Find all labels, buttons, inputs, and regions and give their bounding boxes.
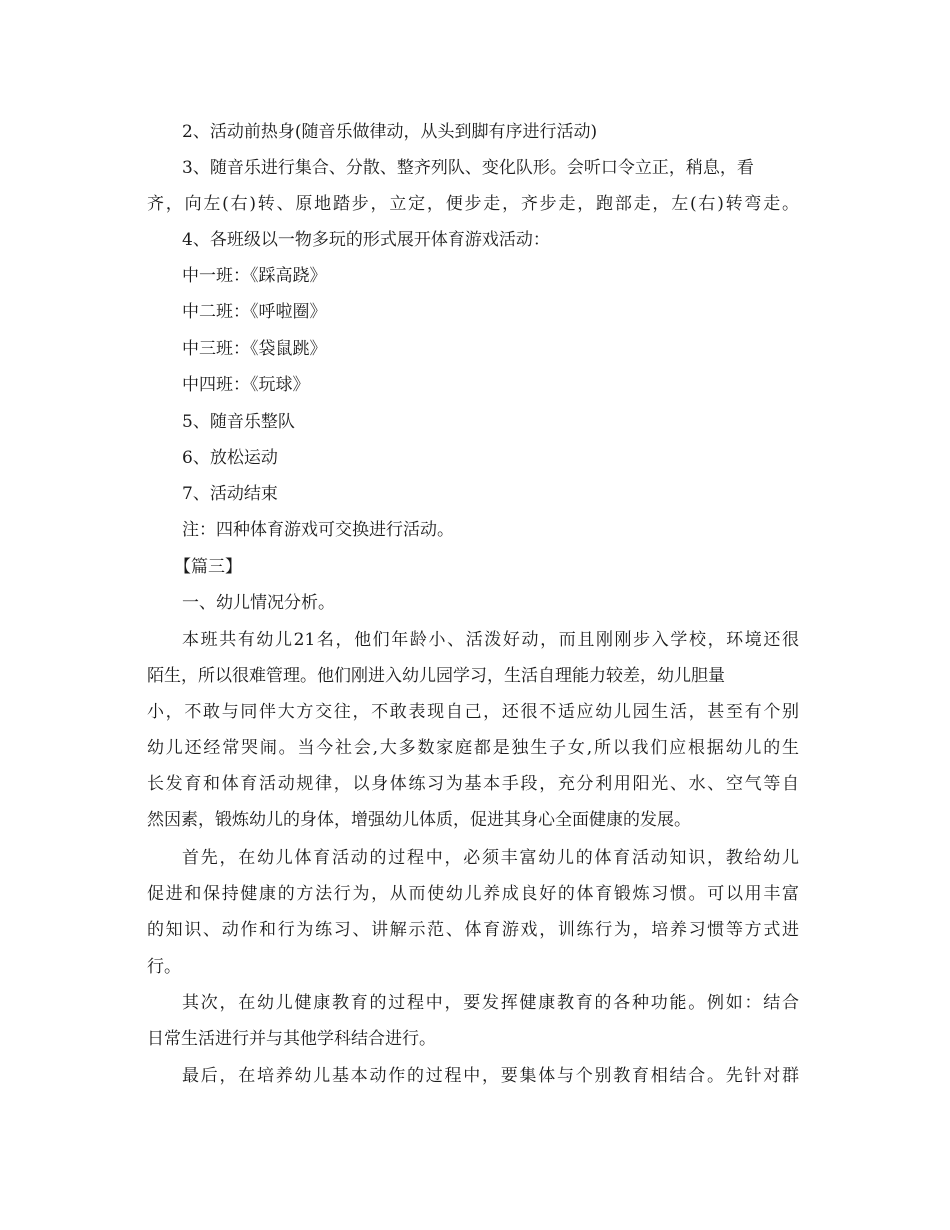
text-line: 中二班：《呼啦圈》 bbox=[182, 302, 327, 322]
text-line: 幼儿还经常哭闹。当今社会,大多数家庭都是独生子女,所以我们应根据幼儿的生 bbox=[147, 738, 799, 758]
text-line: 小，不敢与同伴大方交往，不敢表现自己，还很不适应幼儿园生活，甚至有个别 bbox=[147, 702, 799, 722]
text-line: 然因素，锻炼幼儿的身体，增强幼儿体质，促进其身心全面健康的发展。 bbox=[147, 810, 691, 830]
text-line: 中四班：《玩球》 bbox=[182, 375, 310, 395]
text-line: 行。 bbox=[147, 957, 181, 977]
text-line: 4、各班级以一物多玩的形式展开体育游戏活动： bbox=[182, 230, 550, 250]
text-line: 最后，在培养幼儿基本动作的过程中，要集体与个别教育相结合。先针对群 bbox=[182, 1066, 799, 1086]
subheading: 一、幼儿情况分析。 bbox=[182, 593, 335, 613]
text-line: 日常生活进行并与其他学科结合进行。 bbox=[147, 1029, 436, 1049]
text-line: 齐，向左(右)转、原地踏步，立定，便步走，齐步走，跑部走，左(右)转弯走。 bbox=[147, 194, 799, 214]
text-line: 陌生，所以很难管理。他们刚进入幼儿园学习，生活自理能力较差，幼儿胆量 bbox=[147, 666, 725, 686]
text-line: 本班共有幼儿21名，他们年龄小、活泼好动，而且刚刚步入学校，环境还很 bbox=[182, 630, 799, 650]
text-line: 的知识、动作和行为练习、讲解示范、体育游戏，训练行为，培养习惯等方式进 bbox=[147, 920, 799, 940]
text-line: 6、放松运动 bbox=[182, 448, 278, 468]
text-line: 7、活动结束 bbox=[182, 484, 278, 504]
text-line: 其次，在幼儿健康教育的过程中，要发挥健康教育的各种功能。例如：结合 bbox=[182, 993, 799, 1013]
section-heading: 【篇三】 bbox=[174, 557, 242, 577]
text-line: 2、活动前热身(随音乐做律动，从头到脚有序进行活动) bbox=[182, 122, 598, 142]
text-line: 5、随音乐整队 bbox=[182, 412, 295, 432]
text-line: 促进和保持健康的方法行为，从而使幼儿养成良好的体育锻炼习惯。可以用丰富 bbox=[147, 884, 799, 904]
text-line: 3、随音乐进行集合、分散、整齐列队、变化队形。会听口令立正，稍息，看 bbox=[182, 158, 754, 178]
text-line: 注：四种体育游戏可交换进行活动。 bbox=[182, 520, 454, 540]
text-line: 中三班：《袋鼠跳》 bbox=[182, 339, 327, 359]
text-line: 首先，在幼儿体育活动的过程中，必须丰富幼儿的体育活动知识，教给幼儿 bbox=[182, 848, 799, 868]
text-line: 长发育和体育活动规律，以身体练习为基本手段，充分利用阳光、水、空气等自 bbox=[147, 774, 799, 794]
text-line: 中一班：《踩高跷》 bbox=[182, 266, 327, 286]
